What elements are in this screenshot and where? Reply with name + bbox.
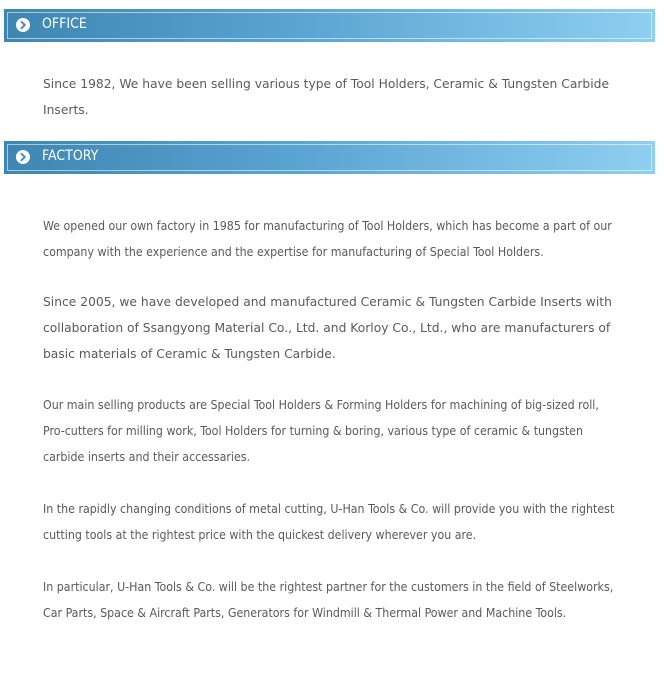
factory-title: FACTORY [42,148,99,164]
office-description: Since 1982, We have been selling various type of Tool Holders, Ceramic & Tungsten Carbide Inserts. [43,77,610,117]
factory-paragraph-1: We opened our own factory in 1985 for manufacturing of Tool Holders, which has become a part of our company with the experience and the expertise for manufacturing of Special Tool Holders. [43,219,612,259]
office-section-header [4,9,655,42]
office-title: OFFICE [42,16,87,32]
factory-paragraph-4: In the rapidly changing conditions of metal cutting, U-Han Tools & Co. will provide you with the rightest cutting tools at the rightest price with the quickest delivery wherever you are. [43,502,615,542]
chevron-right-icon [16,18,30,32]
factory-paragraph-5: In particular, U-Han Tools & Co. will be the rightest partner for the customers in the field of Steelworks, Car Parts, Space & Aircraft Parts, Generators for Windmill & Thermal Power and Machine Tools. [43,580,614,620]
factory-paragraph-3: Our main selling products are Special Tool Holders & Forming Holders for machining of big-sized roll, Pro-cutters for milling work, Tool Holders for turning & boring, various type of ceramic & tungsten carbide inserts and their accessaries. [43,398,599,464]
chevron-right-icon [16,150,30,164]
factory-section-header [4,141,655,174]
factory-paragraph-2: Since 2005, we have developed and manufactured Ceramic & Tungsten Carbide Inserts with collaboration of Ssangyong Material Co., Ltd. and Korloy Co., Ltd., who are manufacturers of basic materials of Ceramic & Tungsten Carbide. [43,295,612,361]
